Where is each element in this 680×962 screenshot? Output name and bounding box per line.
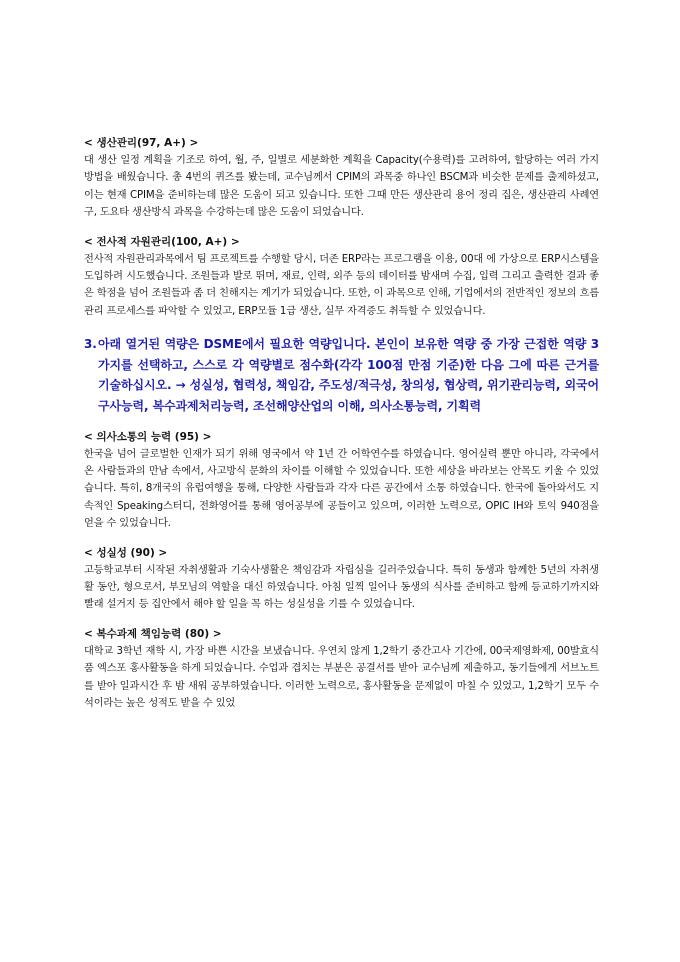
section-erp (84, 234, 599, 321)
section-communication (84, 429, 599, 533)
section-heading: < 의사소통의 능력 (95) > (84, 430, 212, 443)
section-body: 대 생산 일정 계획을 기조로 하여, 월, 주, 일별로 세분화한 계획을 Capacity(수용력)를 고려하여, 할당하는 여러 가지 방법을 배웠습니다. 총 4번의 퀴즈를 봤는데, 교수님께서 CPIM의 과목중 하나인 BSCM과 비슷한 문제를 출제하셨고, 이는 현재 CPIM을 준비하는데 많은 도움이 되고 있습니다. 또한 그때 만든 생산관리 용어 정리 집은, 생산관리 사례연구, 도요타 생산방식 과목을 수강하는데 많은 도움이 되었습니다. (84, 155, 599, 219)
section-body: 고등학교부터 시작된 자취생활과 기숙사생활은 책임감과 자립심을 길러주었습니다. 특히 동생과 함께한 5년의 자취생활 동안, 형으로서, 부모님의 역할을 대신 하였습니다. 아침 일찍 일어나 동생의 식사를 준비하고 함께 등교하기까지와 빨래 설거지 등 집안에서 해야 할 일을 꼭 하는 성실성을 기를 수 있었습니다. (84, 564, 599, 611)
question-number: 3. (84, 337, 97, 352)
section-production-management (84, 135, 599, 222)
document-page (84, 135, 599, 725)
section-body: 한국을 넘어 글로벌한 인재가 되기 위해 영국에서 약 1년 간 어학연수를 하였습니다. 영어실력 뿐만 아니라, 각국에서 온 사람들과의 만남 속에서, 사고방식 문화의 차이를 이해할 수 있었습니다. 또한 세상을 바라보는 안목도 키울 수 있었습니다. 특히, 8개국의 유럽여행을 통해, 다양한 사람들과 각자 다른 공간에서 소통 하였습니다. 한국에 돌아와서도 지속적인 Speaking스터디, 전화영어를 통해 영어공부에 공들이고 있으며, 이러한 노력으로, OPIC IH와 토익 940점을 얻을 수 있었습니다. (84, 448, 599, 530)
question-text: 아래 열거된 역량은 DSME에서 필요한 역량입니다. 본인이 보유한 역량 중 가장 근접한 역량 3가지를 선택하고, 스스로 각 역량별로 점수화(각각 100점 만점 기준)한 다음 그에 따른 근거를 기술하십시오. → 성실성, 협력성, 책임감, 주도성/적극성, 창의성, 협상력, 위기관리능력, 외국어구사능력, 복수과제처리능력, 조선해양산업의 이해, 의사소통능력, 기획력 (98, 337, 599, 414)
section-body: 대학교 3학년 재학 시, 가장 바쁜 시간을 보냈습니다. 우연치 않게 1,2학기 중간고사 기간에, 00국제영화제, 00발효식품 엑스포 홍사활동을 하게 되었습니다. 수업과 겹치는 부분은 공결서를 받아 교수님께 제출하고, 동기들에게 서브노트를 받아 일과시간 후 밤 새워 공부하였습니다. 이러한 노력으로, 홍사활동을 문제없이 마칠 수 있었고, 1,2학기 모두 수석이라는 높은 성적도 받을 수 있었 (84, 645, 599, 710)
section-heading: < 생산관리(97, A+) > (84, 137, 199, 149)
section-sincerity (84, 545, 599, 614)
question-3 (84, 334, 599, 416)
section-heading: < 성실성 (90) > (84, 546, 168, 559)
section-multitask (84, 626, 599, 713)
section-heading: < 전사적 자원관리(100, A+) > (84, 235, 240, 248)
section-body: 전사적 자원관리과목에서 팀 프로젝트를 수행할 당시, 더존 ERP라는 프로그램을 이용, 00대 에 가상으로 ERP시스템을 도입하려 시도했습니다. 조원들과 발로 뛰며, 재료, 인력, 외주 등의 데이터를 밤새며 수집, 입력 그리고 출력한 결과 좋은 학점을 넘어 조원들과 좀 더 친해지는 계기가 되었습니다. 또한, 이 과목으로 인해, 기업에서의 전반적인 정보의 흐름 관리 프로세스를 파악할 수 있었고, ERP모듈 1급 생산, 실무 자격증도 취득할 수 있었습니다. (84, 253, 599, 317)
section-heading: < 복수과제 책임능력 (80) > (84, 627, 222, 640)
